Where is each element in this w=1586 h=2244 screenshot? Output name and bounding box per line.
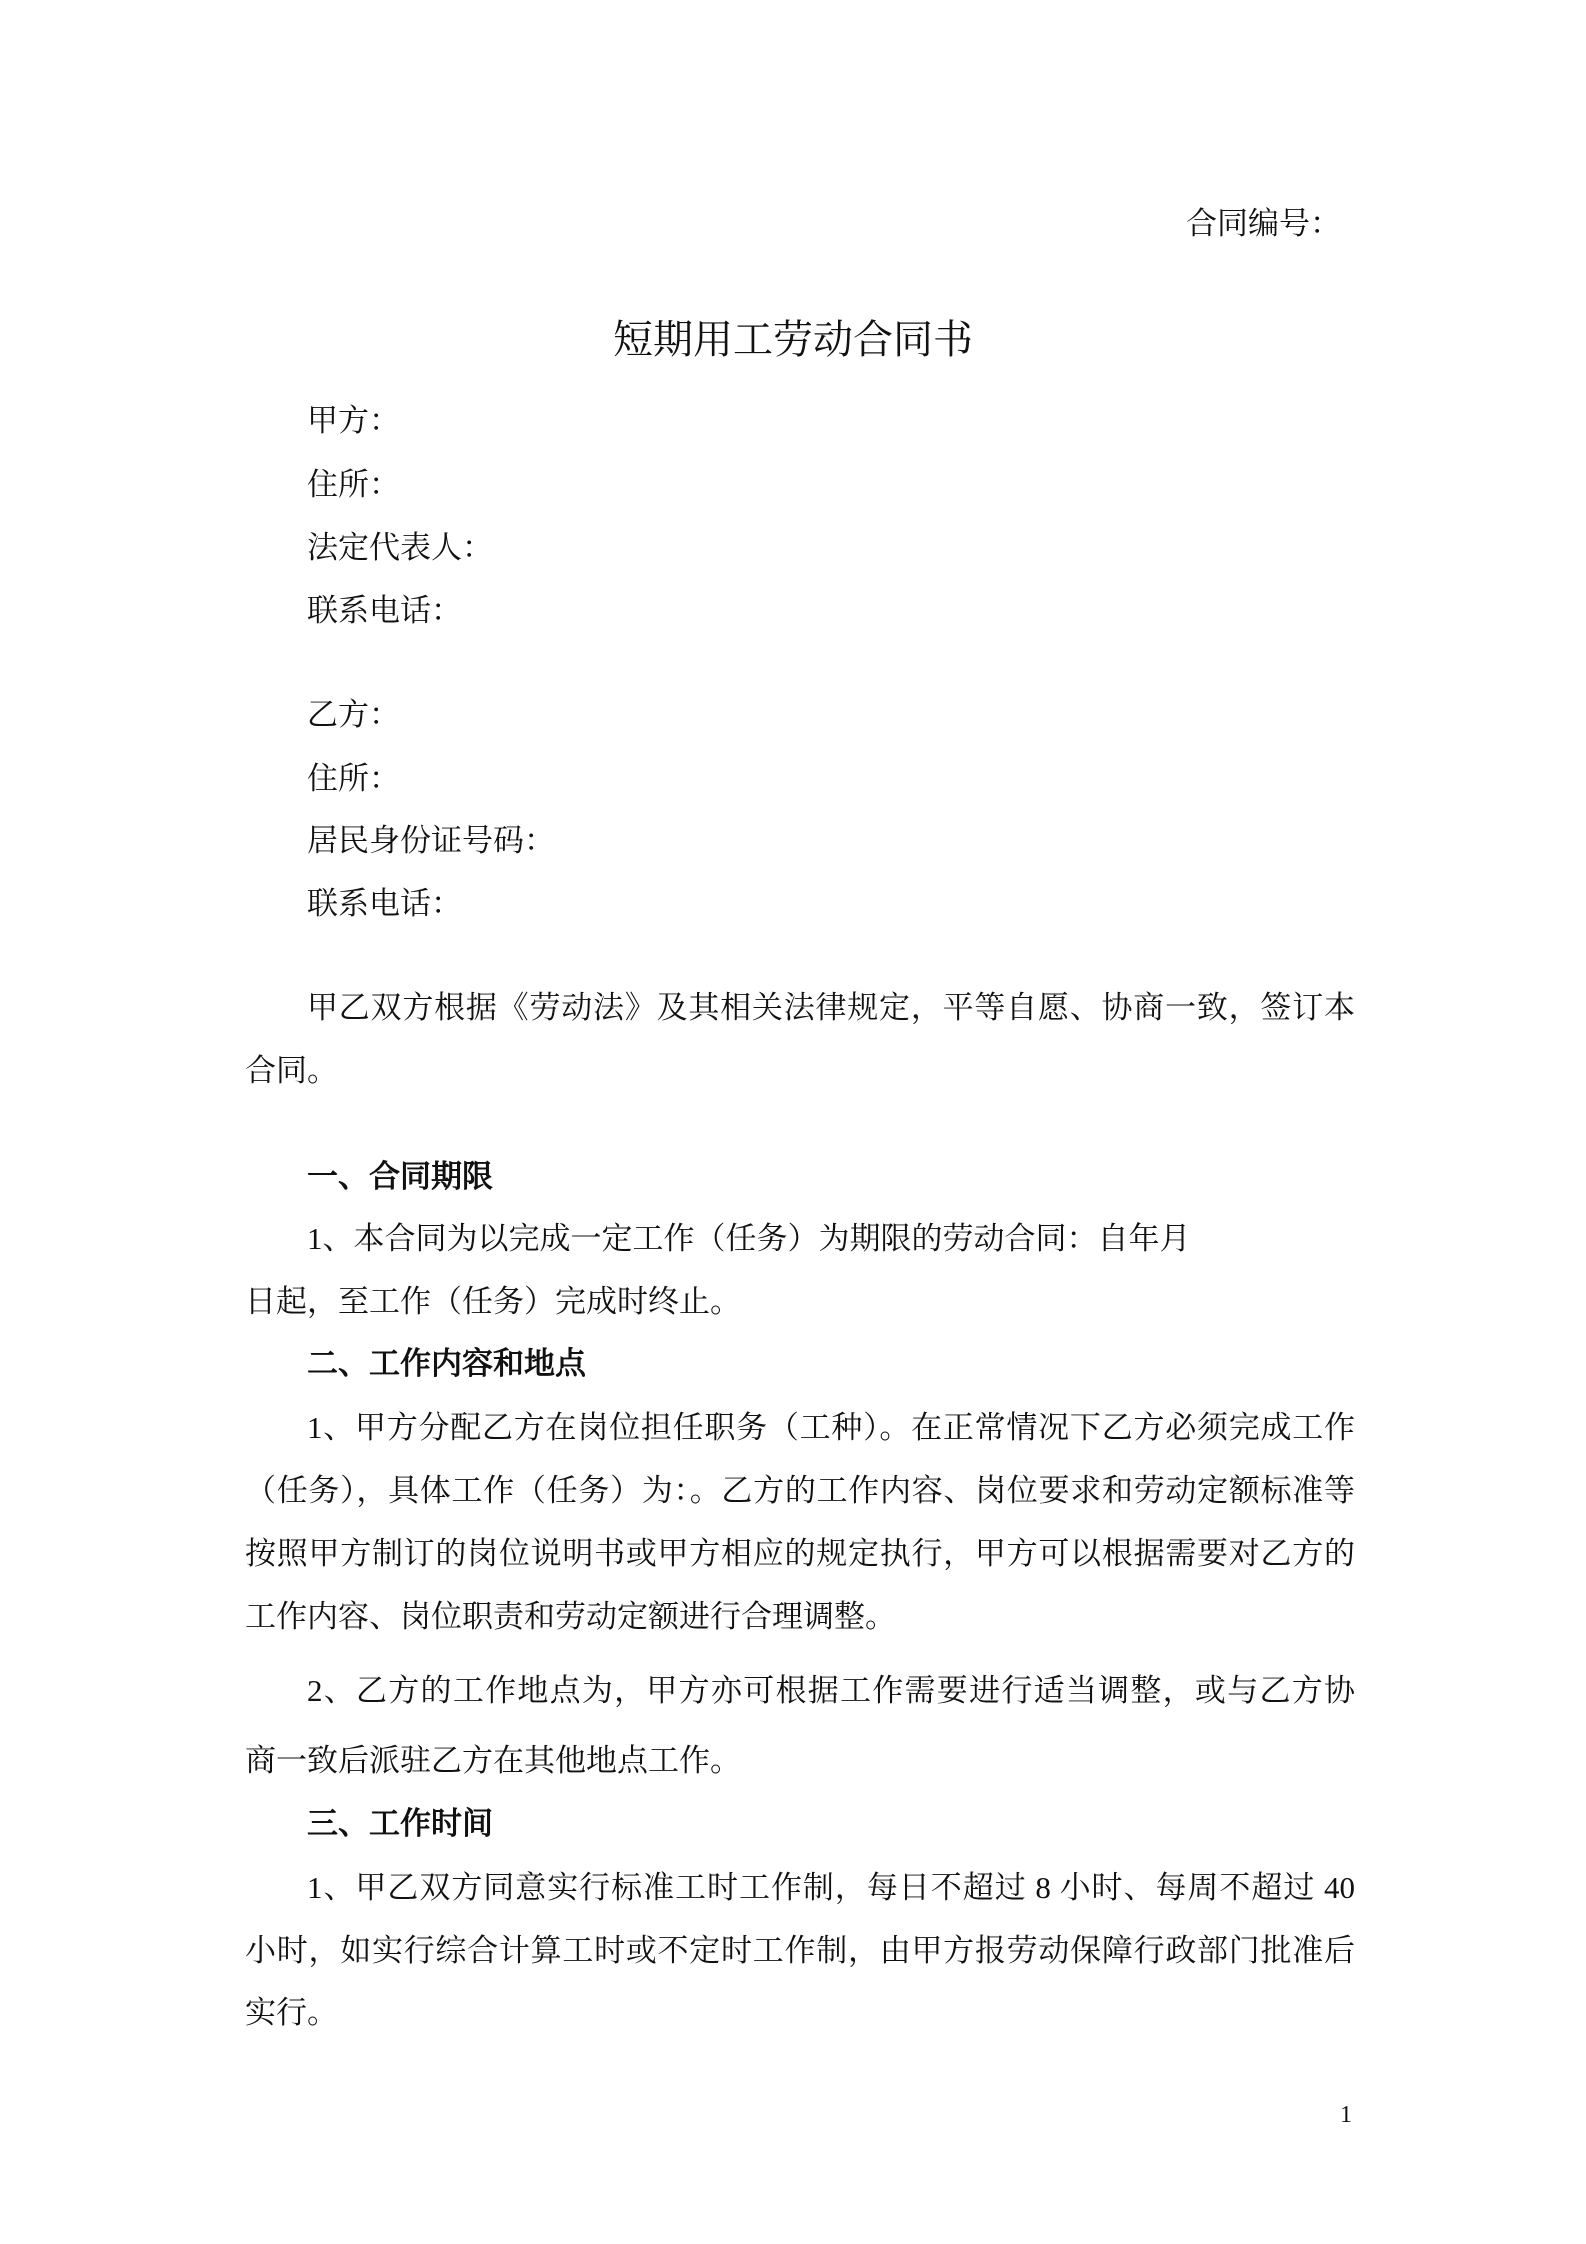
paragraph-line: 商一致后派驻乙方在其他地点工作。 xyxy=(245,1743,741,1778)
party-b-name: 乙方： xyxy=(307,697,400,732)
paragraph-line: 工作内容、岗位职责和劳动定额进行合理调整。 xyxy=(245,1599,896,1634)
party-a-representative: 法定代表人： xyxy=(307,530,493,565)
party-a-address: 住所： xyxy=(307,467,400,502)
paragraph-line: 1、甲乙双方同意实行标准工时工作制，每日不超过 8 小时、每周不超过 40 xyxy=(307,1870,1355,1905)
paragraph-line: 日起，至工作（任务）完成时终止。 xyxy=(245,1284,741,1319)
party-a-name: 甲方： xyxy=(307,403,400,438)
paragraph-line: 1、本合同为以完成一定工作（任务）为期限的劳动合同：自年月 xyxy=(307,1221,1191,1256)
contract-number-label: 合同编号： xyxy=(1186,206,1341,241)
section-heading: 一、合同期限 xyxy=(307,1159,493,1194)
section-heading: 三、工作时间 xyxy=(307,1806,493,1841)
document-title: 短期用工劳动合同书 xyxy=(613,317,973,362)
page-number: 1 xyxy=(1340,2102,1352,2128)
party-a-phone: 联系电话： xyxy=(307,593,462,628)
intro-line: 甲乙双方根据《劳动法》及其相关法律规定，平等自愿、协商一致，签订本 xyxy=(307,990,1355,1025)
party-b-phone: 联系电话： xyxy=(307,886,462,921)
party-b-id: 居民身份证号码： xyxy=(307,823,555,858)
party-b-address: 住所： xyxy=(307,761,400,796)
paragraph-line: 2、乙方的工作地点为，甲方亦可根据工作需要进行适当调整，或与乙方协 xyxy=(307,1673,1355,1708)
paragraph-line: （任务），具体工作（任务）为：。乙方的工作内容、岗位要求和劳动定额标准等 xyxy=(245,1473,1355,1508)
section-heading: 二、工作内容和地点 xyxy=(307,1346,586,1381)
paragraph-line: 实行。 xyxy=(245,1995,338,2030)
paragraph-line: 1、甲方分配乙方在岗位担任职务（工种）。在正常情况下乙方必须完成工作 xyxy=(307,1410,1355,1445)
paragraph-line: 小时，如实行综合计算工时或不定时工作制，由甲方报劳动保障行政部门批准后 xyxy=(245,1933,1355,1968)
paragraph-line: 按照甲方制订的岗位说明书或甲方相应的规定执行，甲方可以根据需要对乙方的 xyxy=(245,1536,1355,1571)
intro-line: 合同。 xyxy=(245,1053,338,1088)
